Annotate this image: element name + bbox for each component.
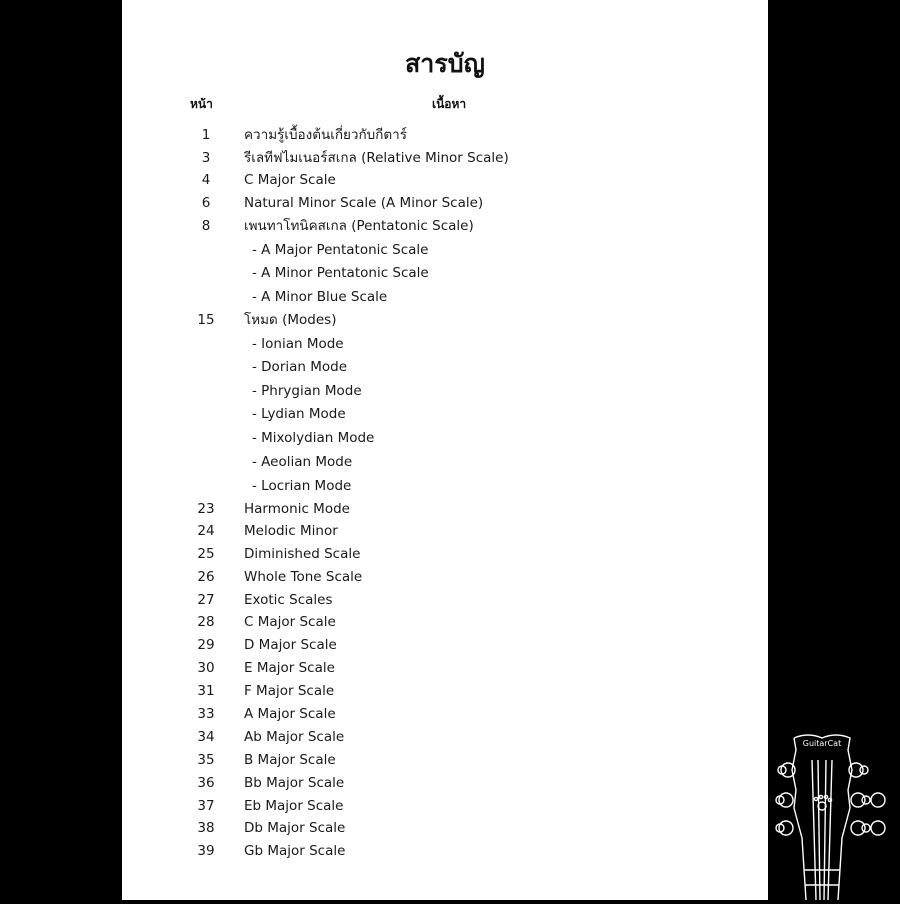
toc-page-number: 15 bbox=[197, 312, 215, 328]
toc-entry-text: - Mixolydian Mode bbox=[252, 430, 375, 446]
toc-entry-text: Bb Major Scale bbox=[244, 775, 345, 791]
toc-entry-text: - Phrygian Mode bbox=[252, 383, 362, 399]
toc-entry-text: - Locrian Mode bbox=[252, 478, 352, 494]
toc-entry-text: - Dorian Mode bbox=[252, 359, 348, 375]
toc-page-number: 39 bbox=[197, 843, 215, 859]
toc-entry-text: ความรู้เบื้องต้นเกี่ยวกับกีตาร์ bbox=[244, 127, 408, 143]
toc-entry-text: C Major Scale bbox=[244, 172, 336, 188]
toc-entry-text: F Major Scale bbox=[244, 683, 335, 699]
guitar-headstock-icon bbox=[768, 730, 900, 900]
toc-page-number: 4 bbox=[201, 172, 211, 188]
toc-entry-text: - Ionian Mode bbox=[252, 336, 344, 352]
page-column-header: หน้า bbox=[190, 97, 213, 111]
toc-page-number: 8 bbox=[201, 218, 211, 234]
toc-page-number: 23 bbox=[197, 501, 215, 517]
toc-page-number: 26 bbox=[197, 569, 215, 585]
toc-entry-text: Harmonic Mode bbox=[244, 501, 350, 517]
toc-entry-text: Ab Major Scale bbox=[244, 729, 345, 745]
toc-entry-text: Natural Minor Scale (A Minor Scale) bbox=[244, 195, 484, 211]
document-page bbox=[122, 0, 768, 900]
toc-page-number: 30 bbox=[197, 660, 215, 676]
toc-page-number: 1 bbox=[201, 127, 211, 143]
toc-entry-text: Eb Major Scale bbox=[244, 798, 344, 814]
toc-page-number: 37 bbox=[197, 798, 215, 814]
toc-page-number: 29 bbox=[197, 637, 215, 653]
toc-entry-text: รีเลทีฟไมเนอร์สเกล (Relative Minor Scale) bbox=[244, 150, 509, 166]
logo-text: GuitarCat bbox=[802, 739, 842, 748]
toc-entry-text: Gb Major Scale bbox=[244, 843, 346, 859]
toc-entry-text: - A Minor Blue Scale bbox=[252, 289, 388, 305]
content-column-header: เนื้อหา bbox=[432, 97, 467, 111]
toc-page-number: 28 bbox=[197, 614, 215, 630]
toc-entry-text: - Lydian Mode bbox=[252, 406, 346, 422]
toc-page-number: 36 bbox=[197, 775, 215, 791]
toc-page-number: 27 bbox=[197, 592, 215, 608]
toc-page-number: 33 bbox=[197, 706, 215, 722]
toc-page-number: 31 bbox=[197, 683, 215, 699]
toc-entry-text: เพนทาโทนิคสเกล (Pentatonic Scale) bbox=[244, 218, 474, 234]
toc-page-number: 24 bbox=[197, 523, 215, 539]
toc-entry-text: B Major Scale bbox=[244, 752, 336, 768]
toc-entry-text: D Major Scale bbox=[244, 637, 337, 653]
toc-page-number: 3 bbox=[201, 150, 211, 166]
toc-entry-text: C Major Scale bbox=[244, 614, 336, 630]
page-title: สารบัญ bbox=[405, 49, 485, 78]
toc-entry-text: - A Major Pentatonic Scale bbox=[252, 242, 429, 258]
toc-entry-text: Whole Tone Scale bbox=[244, 569, 363, 585]
toc-entry-text: Melodic Minor bbox=[244, 523, 338, 539]
toc-entry-text: - A Minor Pentatonic Scale bbox=[252, 265, 429, 281]
toc-entry-text: Diminished Scale bbox=[244, 546, 361, 562]
toc-entry-text: E Major Scale bbox=[244, 660, 335, 676]
toc-entry-text: A Major Scale bbox=[244, 706, 336, 722]
toc-entry-text: Exotic Scales bbox=[244, 592, 333, 608]
toc-entry-text: โหมด (Modes) bbox=[244, 312, 337, 328]
toc-page-number: 38 bbox=[197, 820, 215, 836]
toc-entry-text: Db Major Scale bbox=[244, 820, 346, 836]
toc-page-number: 35 bbox=[197, 752, 215, 768]
toc-entry-text: - Aeolian Mode bbox=[252, 454, 353, 470]
toc-page-number: 34 bbox=[197, 729, 215, 745]
toc-page-number: 6 bbox=[201, 195, 211, 211]
toc-page-number: 25 bbox=[197, 546, 215, 562]
